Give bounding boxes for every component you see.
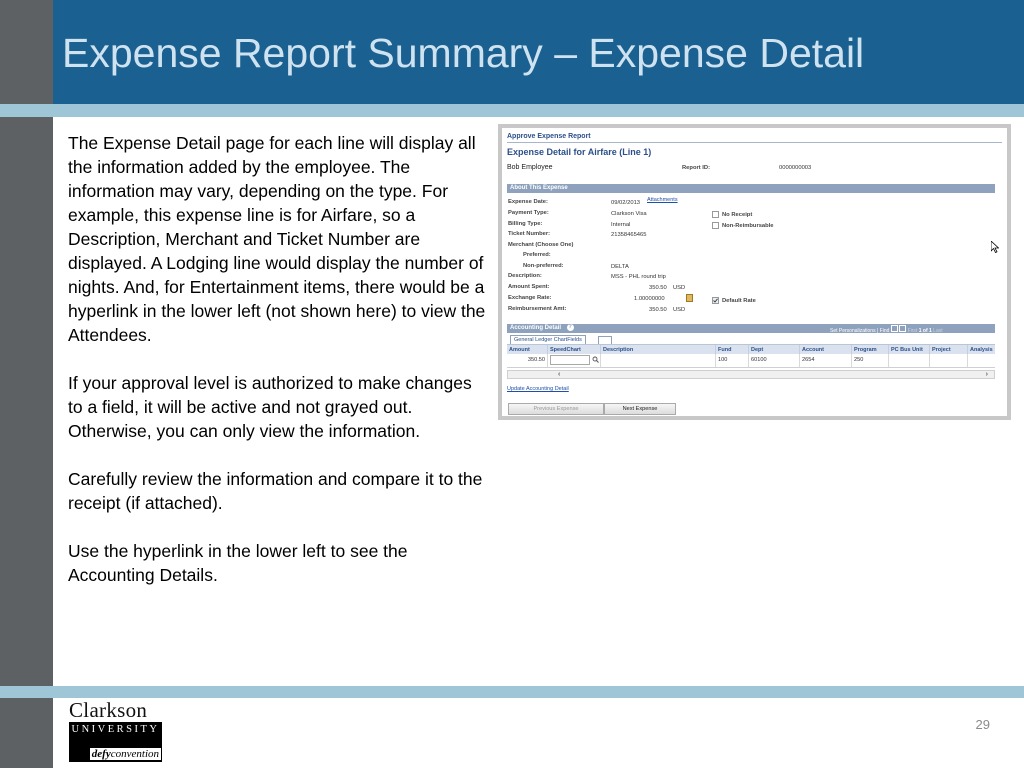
report-id-label: Report ID: — [682, 165, 711, 171]
next-expense-button[interactable]: Next Expense — [604, 403, 676, 415]
label-payment-type: Payment Type: — [508, 210, 549, 216]
cell-description — [601, 354, 716, 367]
label-expense-date: Expense Date: — [508, 199, 548, 205]
logo-tag-convention: convention — [110, 748, 159, 760]
value-ticket-number: 21358465465 — [611, 232, 647, 238]
speedchart-lookup-icon[interactable] — [592, 356, 599, 363]
previous-expense-button[interactable]: Previous Expense — [508, 403, 604, 415]
no-receipt-label: No Receipt — [722, 212, 753, 219]
value-non-preferred: DELTA — [611, 264, 629, 270]
logo-tag-defy: defy — [91, 748, 111, 760]
cell-pc-bus-unit — [889, 354, 930, 367]
table-row — [507, 354, 995, 368]
col-amount[interactable]: Amount — [507, 345, 548, 355]
about-this-expense-section: About This Expense — [507, 184, 995, 193]
value-amount-spent: 350.50 — [649, 285, 667, 291]
cell-dept: 60100 — [749, 354, 800, 367]
col-description[interactable]: Description — [601, 345, 716, 355]
slide-title: Expense Report Summary – Expense Detail — [62, 30, 865, 76]
default-rate-label: Default Rate — [722, 298, 756, 305]
logo-box — [69, 722, 162, 762]
first-link[interactable]: First — [907, 328, 918, 334]
label-exchange-rate: Exchange Rate: — [508, 295, 552, 301]
non-reimbursable-label: Non-Reimbursable — [722, 223, 774, 230]
grid-navigation: Set Personalizations | Find First 1 of 1 Last — [830, 325, 943, 334]
value-payment-type: Clarkson Visa — [611, 211, 647, 217]
paragraph-1: The Expense Detail page for each line will display all the information added by the employee. The information may vary, depending on the type. For example, this expense line is for Airfare, so a Description, Merchant and Ticket Number are displayed. A Lodging line would display the number of nights. And, for Entertainment items, there would be a hyperlink in the lower left (not shown here) to view the Attendees. — [68, 133, 486, 345]
logo-university: UNIVERSITY — [71, 724, 160, 735]
cell-fund: 100 — [716, 354, 749, 367]
default-rate-checkbox[interactable] — [712, 297, 756, 304]
download-icon[interactable] — [899, 325, 906, 332]
last-link[interactable]: Last — [933, 328, 943, 334]
value-reimbursement-amt: 350.50 — [649, 307, 667, 313]
accounting-detail-title: Accounting Detail — [510, 325, 562, 332]
employee-name: Bob Employee — [507, 164, 553, 171]
clarkson-logo — [69, 699, 162, 762]
cell-speedchart[interactable] — [548, 354, 601, 367]
body-text — [68, 131, 488, 611]
no-receipt-box[interactable] — [712, 211, 719, 218]
exchange-rate-calculator-icon[interactable] — [686, 294, 693, 302]
find-link[interactable]: Find — [879, 328, 890, 334]
logo-name: Clarkson — [69, 698, 148, 722]
help-icon[interactable]: ? — [568, 324, 572, 330]
tab-general-ledger-chartfields[interactable]: General Ledger ChartFields — [510, 335, 586, 345]
paragraph-2: If your approval level is authorized to make changes to a field, it will be active and not grayed out. Otherwise, you can only view the information. — [68, 373, 472, 441]
set-personalizations-link[interactable]: Set Personalizations — [830, 328, 876, 334]
speedchart-input[interactable] — [550, 355, 590, 365]
logo-tagline — [90, 748, 161, 760]
value-description: MSS - PHL round trip — [611, 274, 666, 280]
page-indicator: 1 of 1 — [918, 328, 932, 334]
label-non-preferred: Non-preferred: — [523, 263, 564, 269]
col-analysis[interactable]: Analysis — [970, 347, 993, 353]
paragraph-3: Carefully review the information and compare it to the receipt (if attached). — [68, 469, 483, 513]
value-exchange-rate: 1.00000000 — [634, 296, 665, 302]
report-id-value: 0000000003 — [779, 165, 812, 171]
cell-program: 250 — [852, 354, 889, 367]
scroll-left-icon[interactable]: ‹ — [558, 371, 561, 378]
cell-analysis — [968, 354, 995, 367]
value-amount-currency: USD — [673, 285, 686, 291]
value-expense-date: 09/02/2013 — [611, 200, 641, 206]
title-divider — [507, 142, 1002, 143]
label-ticket-number: Ticket Number: — [508, 231, 551, 237]
non-reimbursable-checkbox[interactable] — [712, 222, 774, 229]
bottom-stripe — [0, 686, 1024, 698]
cell-account: 2654 — [800, 354, 852, 367]
non-reimbursable-box[interactable] — [712, 222, 719, 229]
col-project[interactable]: Project — [930, 345, 968, 355]
label-description: Description: — [508, 273, 542, 279]
col-fund[interactable]: Fund — [716, 345, 749, 355]
cell-amount: 350.50 — [507, 354, 548, 367]
update-accounting-detail-link[interactable]: Update Accounting Detail — [507, 386, 569, 392]
top-stripe — [0, 104, 1024, 117]
label-reimbursement-amt: Reimbursement Amt: — [508, 306, 567, 312]
page-number: 29 — [975, 717, 990, 732]
col-account[interactable]: Account — [800, 345, 852, 355]
label-amount-spent: Amount Spent: — [508, 284, 550, 290]
cell-project — [930, 354, 968, 367]
value-billing-type: Internal — [611, 222, 631, 228]
app-title: Approve Expense Report — [507, 133, 591, 140]
col-dept[interactable]: Dept — [749, 345, 800, 355]
no-receipt-checkbox[interactable] — [712, 211, 752, 218]
paragraph-4: Use the hyperlink in the lower left to see the Accounting Details. — [68, 541, 408, 585]
page-title: Expense Detail for Airfare (Line 1) — [507, 147, 652, 157]
horizontal-scrollbar[interactable] — [507, 370, 995, 379]
view-all-icon[interactable] — [891, 325, 898, 332]
col-pc-bus-unit[interactable]: PC Bus Unit — [889, 345, 930, 355]
default-rate-box[interactable] — [712, 297, 719, 304]
col-program[interactable]: Program — [852, 345, 889, 355]
label-merchant: Merchant (Choose One) — [508, 242, 574, 248]
scroll-right-icon[interactable]: › — [985, 371, 988, 378]
embedded-screenshot — [498, 124, 1011, 420]
value-reimbursement-currency: USD — [673, 307, 686, 313]
col-speedchart[interactable]: SpeedChart — [548, 345, 601, 355]
mouse-cursor-icon — [991, 241, 999, 255]
screenshot-content — [502, 128, 1007, 416]
label-billing-type: Billing Type: — [508, 221, 543, 227]
label-preferred: Preferred: — [523, 252, 551, 258]
attachments-link[interactable]: Attachments — [647, 197, 678, 203]
